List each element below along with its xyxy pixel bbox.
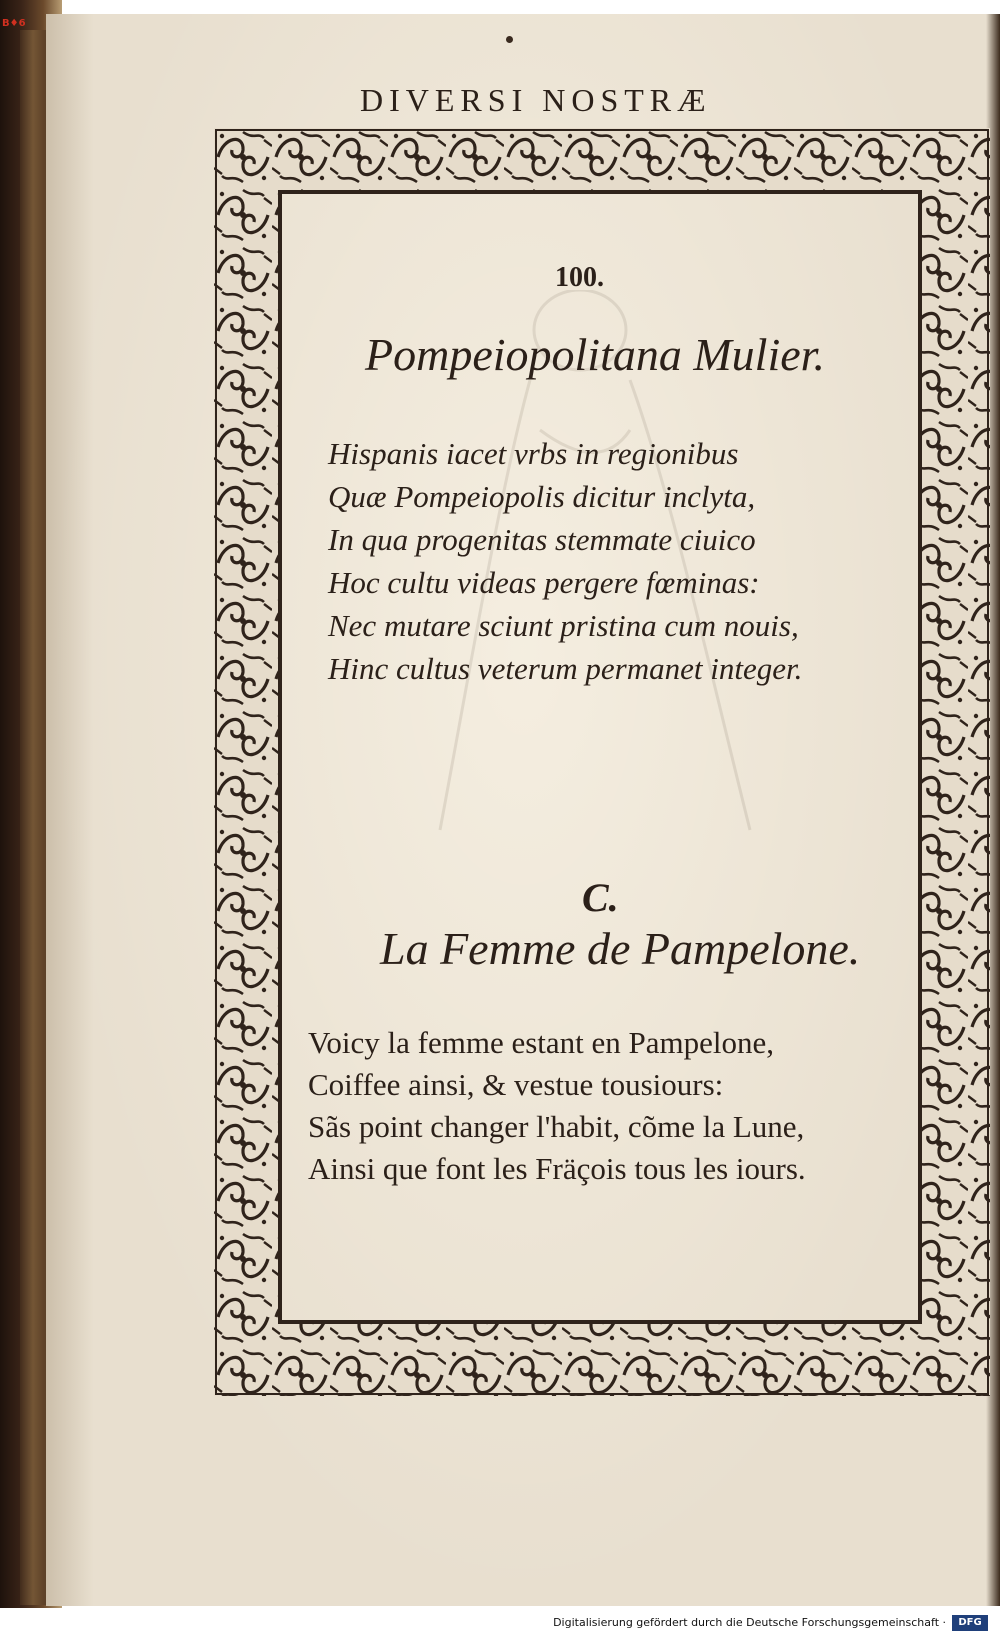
verse-line: Hispanis iacet vrbs in regionibus: [328, 436, 739, 471]
verse-line: Nec mutare sciunt pristina cum nouis,: [328, 608, 799, 643]
verse-line: Hinc cultus veterum permanet integer.: [328, 651, 803, 686]
verse-line: Voicy la femme estant en Pampelone,: [308, 1025, 775, 1060]
verse-line: In qua progenitas stemmate ciuico: [328, 522, 756, 557]
verse-line: Coiffee ainsi, & vestue tousiours:: [308, 1067, 724, 1102]
verse-line: Ainsi que font les Fräçois tous les iours.: [308, 1151, 806, 1186]
french-title: La Femme de Pampelone.: [380, 923, 861, 974]
verse-line: Hoc cultu videas pergere fœminas:: [328, 565, 760, 600]
book-spine: [20, 30, 46, 1605]
french-verse: [308, 1022, 928, 1190]
verse-line: Sãs point changer l'habit, cõme la Lune,: [308, 1109, 805, 1144]
section-letter: C.: [582, 875, 619, 920]
latin-verse: [328, 432, 848, 690]
dfg-logo: DFG: [952, 1615, 988, 1631]
footer-credit: Digitalisierung gefördert durch die Deutsche Forschungsgemeinschaft ·: [553, 1616, 946, 1629]
footer-bar: [0, 1608, 1000, 1640]
verse-line: Quæ Pompeiopolis dicitur inclyta,: [328, 479, 756, 514]
running-head: DIVERSI NOSTRÆ: [360, 82, 712, 118]
page-number: 100.: [555, 262, 604, 293]
corner-mark: B♦6: [2, 18, 26, 29]
page-dot-mark: [506, 36, 513, 43]
latin-title: Pompeiopolitana Mulier.: [365, 329, 825, 380]
